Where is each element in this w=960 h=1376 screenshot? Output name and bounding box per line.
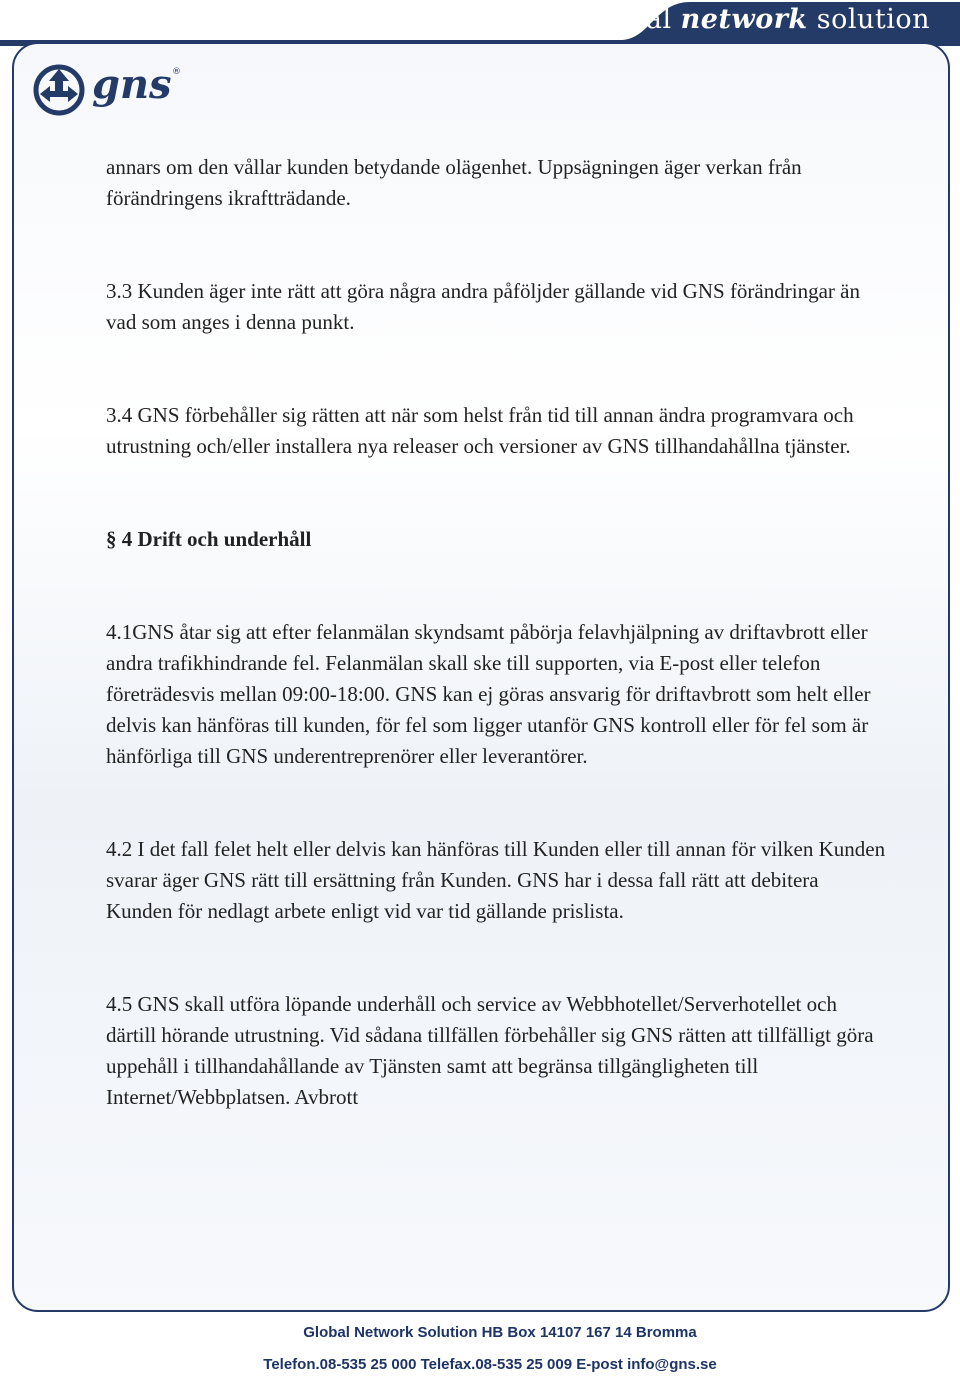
logo-registered-mark: ® [172, 67, 181, 77]
tagline: global network solution [584, 4, 930, 35]
footer-address: Global Network Solution HB Box 14107 167 14 Bromma [303, 1324, 697, 1341]
paragraph-4-5: 4.5 GNS skall utföra löpande underhåll och service av Webbhotellet/Serverhotellet och därtill hörande utrustning. Vid sådana tillfällen förbehåller sig GNS rätten att tillfälligt göra uppehåll i tillhandahållande av Tjänsten samt att begränsa tillgängligheten till Internet/Webbplatsen. Avbrott [106, 992, 874, 1109]
paragraph-1: annars om den vållar kunden betydande olägenhet. Uppsägningen äger verkan från förändringens ikraftträdande. [106, 155, 802, 210]
footer-contact: Telefon.08-535 25 000 Telefax.08-535 25 009 E-post info@gns.se [263, 1356, 717, 1373]
paragraph-4-1: 4.1GNS åtar sig att efter felanmälan skyndsamt påbörja felavhjälpning av driftavbrott eller andra trafikhindrande fel. Felanmälan skall ske till supporten, via E-post eller telefon företrädesvis mellan 09:00-18:00. GNS kan ej göras ansvarig för driftavbrott som helt eller delvis kan hänföras till kunden, för fel som ligger utanför GNS kontroll eller för fel som är hänförliga till GNS underentreprenörer eller leverantörer. [106, 620, 871, 768]
document-body [106, 152, 886, 1113]
logo-text: gns [92, 61, 172, 108]
section-heading: § 4 Drift och underhåll [106, 527, 312, 551]
paragraph-4-2: 4.2 I det fall felet helt eller delvis kan hänföras till Kunden eller till annan för vilken Kunden svarar äger GNS rätt till ersättning från Kunden. GNS har i dessa fall rätt att debitera Kunden för nedlagt arbete enligt vid var tid gällande prislista. [106, 837, 886, 923]
paragraph-3-3: 3.3 Kunden äger inte rätt att göra några andra påföljder gällande vid GNS förändringar än vad som anges i denna punkt. [106, 279, 860, 334]
gns-globe-logo-icon [32, 60, 212, 120]
paragraph-3-4: 3.4 GNS förbehåller sig rätten att när som helst från tid till annan ändra programvara och utrustning och/eller installera nya releaser och versioner av GNS tillhandahållna tjänster. [106, 403, 854, 458]
